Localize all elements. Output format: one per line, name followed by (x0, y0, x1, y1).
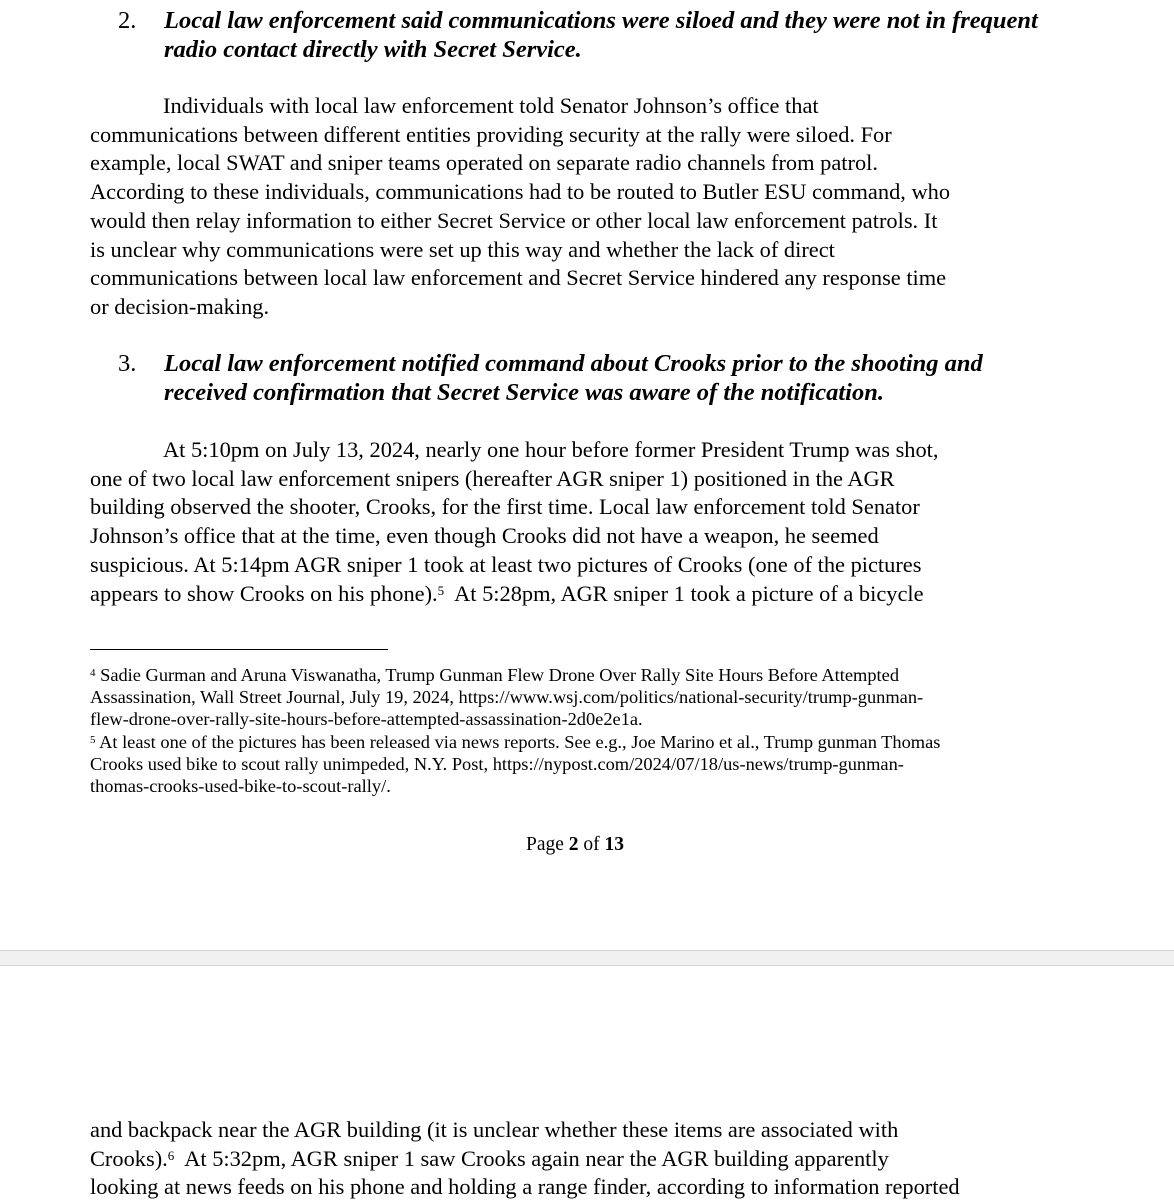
paragraph-text: Crooks). (90, 1145, 168, 1171)
page-3-paragraph (90, 1116, 1055, 1202)
section-2-heading (118, 6, 1068, 64)
page-number (0, 834, 1150, 856)
heading-line: received confirmation that Secret Service was aware of the notification. (164, 379, 884, 406)
document-page-3 (0, 966, 1174, 1200)
footnotes (90, 664, 1070, 797)
footnote-text: At least one of the pictures has been released via news reports. See e.g., Joe Marino et al., Trump gunman Thomas (95, 731, 941, 752)
section-3-number: 3. (118, 350, 137, 377)
paragraph-line (90, 1145, 1055, 1174)
paragraph-line: looking at news feeds on his phone and holding a range finder, according to information reported (90, 1174, 960, 1200)
footnote-text: Crooks used bike to scout rally unimpeded, N.Y. Post, https://nypost.com/2024/07/18/us-news/trump-gunman- (90, 753, 904, 774)
heading-line: Local law enforcement notified command about Crooks prior to the shooting and (164, 350, 983, 377)
section-2-paragraph (90, 92, 1055, 322)
footnote-mark: 4 (90, 667, 96, 679)
paragraph-line (90, 580, 1055, 609)
heading-line: Local law enforcement said communications were siloed and they were not in frequent (164, 7, 1038, 34)
paragraph-line: According to these individuals, communications had to be routed to Butler ESU command, who (90, 179, 951, 205)
section-3-paragraph (90, 436, 1055, 608)
page-word: Page (525, 834, 569, 855)
paragraph-line: building observed the shooter, Crooks, for the first time. Local law enforcement told Senator (90, 494, 920, 520)
footnote-text: flew-drone-over-rally-site-hours-before-attempted-assassination-2d0e2e1a. (90, 709, 643, 730)
paragraph-text: At 5:28pm, AGR sniper 1 took a picture of a bicycle (444, 580, 924, 606)
paragraph-line: or decision-making. (90, 293, 270, 319)
footnote-separator (90, 649, 388, 650)
footnote-ref-5[interactable]: 5 (437, 582, 445, 598)
footnote-text: Assassination, Wall Street Journal, July 19, 2024, https://www.wsj.com/politics/national-security/trump-gunman- (90, 687, 924, 708)
paragraph-line: Individuals with local law enforcement told Senator Johnson’s office that (163, 93, 819, 118)
paragraph-line: example, local SWAT and sniper teams operated on separate radio channels from patrol. (90, 150, 878, 176)
of-word: of (578, 834, 605, 855)
footnote-mark: 5 (90, 733, 96, 746)
footnote-5 (90, 731, 1070, 798)
footnote-ref-6[interactable]: 6 (167, 1147, 175, 1163)
paragraph-text: appears to show Crooks on his phone). (90, 580, 438, 606)
paragraph-line: At 5:10pm on July 13, 2024, nearly one hour before former President Trump was shot, (163, 437, 939, 462)
paragraph-line: one of two local law enforcement snipers (hereafter AGR sniper 1) positioned in the AGR (90, 465, 895, 491)
footnote-text: thomas-crooks-used-bike-to-scout-rally/. (90, 776, 391, 797)
paragraph-line: is unclear why communications were set up this way and whether the lack of direct (90, 236, 835, 262)
paragraph-line: communications between local law enforcement and Secret Service hindered any response time (90, 265, 947, 291)
page-separator (0, 950, 1174, 966)
paragraph-line: suspicious. At 5:14pm AGR sniper 1 took at least two pictures of Crooks (one of the pictures (90, 551, 922, 577)
footnote-4 (90, 664, 1070, 731)
paragraph-text: At 5:32pm, AGR sniper 1 saw Crooks again near the AGR building apparently (174, 1145, 889, 1171)
paragraph-line: communications between different entities providing security at the rally were siloed. For (90, 121, 892, 147)
footnote-text: Sadie Gurman and Aruna Viswanatha, Trump Gunman Flew Drone Over Rally Site Hours Before Attempted (95, 665, 900, 685)
heading-line: radio contact directly with Secret Service. (164, 36, 582, 63)
section-2-number: 2. (118, 7, 137, 34)
paragraph-line: and backpack near the AGR building (it is unclear whether these items are associated with (90, 1117, 899, 1142)
paragraph-line: Johnson’s office that at the time, even though Crooks did not have a weapon, he seemed (90, 523, 879, 549)
paragraph-line: would then relay information to either Secret Service or other local law enforcement patrols. It (90, 207, 938, 233)
total-pages: 13 (604, 834, 625, 855)
section-3-heading (118, 349, 1068, 407)
current-page: 2 (568, 834, 579, 855)
